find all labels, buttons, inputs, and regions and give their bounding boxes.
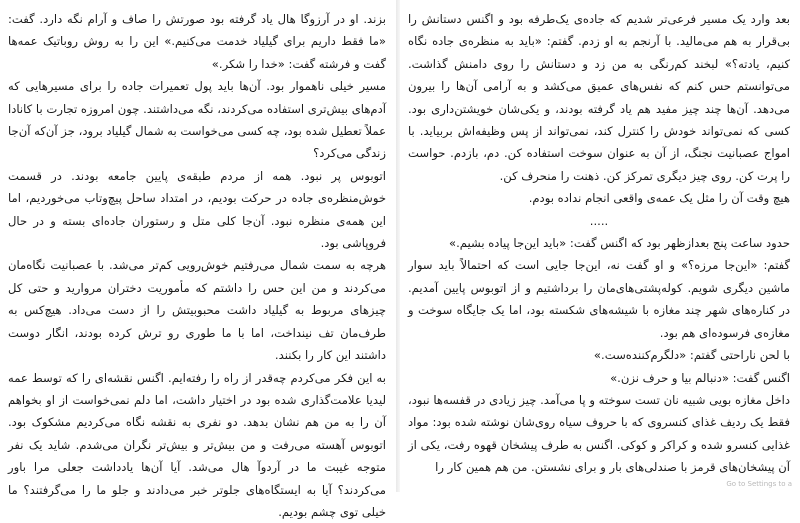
left-paragraph-3: اتوبوس پر نبود. همه از مردم طبقه‌ی پایین جامعه بودند. در قسمت خوش‌منظره‌ی جاده در حرکت بودیم، در امتداد ساحل پیچ‌وتاب می‌خوردیم، اما این همه‌ی منظره نبود. آن‌جا کلی متل و رستوران جاده‌ای بسته و در حال فروپاشی بود. (8, 165, 386, 255)
right-paragraph-2: هیچ وقت آن را مثل یک عمه‌ی واقعی انجام نداده بودم. (408, 187, 790, 209)
right-paragraph-3: حدود ساعت پنج بعدازظهر بود که اگنس گفت: «باید این‌جا پیاده بشیم.» (408, 232, 790, 254)
left-paragraph-1: بزند. او در آرزوگا هال یاد گرفته بود صورتش را صاف و آرام نگه دارد. گفت: «ما فقط داریم برای گیلیاد خدمت می‌کنیم.» این را به روش روباتیک عمه‌ها گفت و فرشته گفت: «خدا را شکر.» (8, 8, 386, 75)
right-paragraph-4: گفتم: «این‌جا مرزه؟» و او گفت نه، این‌جا جایی است که احتمالاً باید سوار ماشین دیگری شویم. کوله‌پشتی‌های‌مان را برداشتیم و از اتوبوس پایین آمدیم. در کناره‌های شهر چند مغازه با شیشه‌های شکسته بود، اما یک جایگاه سوخت و مغازه‌ی فرسوده‌ای هم بود. (408, 254, 790, 344)
left-paragraph-4: هرچه به سمت شمال می‌رفتیم خوش‌رویی کم‌تر می‌شد. با عصبانیت نگاه‌مان می‌کردند و من این حس را داشتم که مأموریت دختران مروارید و حتی کل چیزهای مربوط به گیلیاد داشت محبوبیتش را از دست می‌داد. هیچ‌کس به طرف‌مان تف نینداخت، اما با ما طوری رو ترش کرده بودند، انگار دوست داشتند این کار را بکنند. (8, 254, 386, 366)
left-page (0, 0, 400, 492)
activation-watermark: Go to Settings to a (726, 480, 792, 488)
right-paragraph-7: داخل مغازه بویی شبیه نان تست سوخته و پا می‌آمد. چیز زیادی در قفسه‌ها نبود، فقط یک ردیف غذای کنسروی که با حروف سیاه روی‌شان نوشته شده بود: مواد غذایی کنسرو شده و کراکر و کوکی. اگنس به طرف پیشخان قهوه رفت، یکی از آن پیشخان‌های قرمز با صندلی‌های بار و برای نشستن. من هم همین کار را (408, 389, 790, 479)
right-page (400, 0, 800, 492)
left-paragraph-2: مسیر خیلی ناهموار بود. آن‌ها باید پول تعمیرات جاده را برای مسیرهایی که آدم‌های بیش‌تری استفاده می‌کردند، نگه می‌داشتند. چون امروزه تجارت با کانادا عملاً تعطیل شده بود، چه کسی می‌خواست به شمال گیلیاد برود، جز آن‌که آن‌جا زندگی می‌کرد؟ (8, 75, 386, 165)
left-paragraph-5: به این فکر می‌کردم چه‌قدر از راه را رفته‌ایم. اگنس نقشه‌ای را که توسط عمه لیدیا علامت‌گذاری شده بود در اختیار داشت، اما دلم نمی‌خواست از او بخواهم آن را به من هم نشان بدهد. دو نفری به نقشه نگاه می‌کردیم مشکوک بود. اتوبوس آهسته می‌رفت و من بیش‌تر و بیش‌تر نگران می‌شدم. شاید یک نفر متوجه غیبت ما در آردوآ هال می‌شد. آیا آن‌ها یادداشت جعلی مرا باور می‌کردند؟ آیا به ایستگاه‌های جلوتر خبر می‌دادند و جلو ما را می‌گرفتند؟ ما خیلی توی چشم بودیم. (8, 367, 386, 523)
section-separator: ..... (408, 210, 790, 232)
right-paragraph-1: بعد وارد یک مسیر فرعی‌تر شدیم که جاده‌ی یک‌طرفه بود و اگنس دستانش را بی‌قرار به هم می‌مالید. با آرنجم به او زدم. گفتم: «باید به منظره‌ی جاده نگاه کنیم، یادته؟» لبخند کم‌رنگی به من زد و دستانش را روی دامنش گذاشت. می‌توانستم حس کنم که نفس‌های عمیق می‌کشد و به آرامی آن‌ها را بیرون می‌دهد. آن‌ها چند چیز مفید هم یاد گرفته بودند، و یکی‌شان خویشتن‌داری بود. کسی که نمی‌تواند خودش را کنترل کند، نمی‌تواند از پس وظیفه‌اش بربیاید. با امواج عصبانیت نجنگ، از آن به عنوان سوخت استفاده کن. دم، بازدم. حواست را پرت کن. روی چیز دیگری تمرکز کن. ذهنت را منحرف کن. (408, 8, 790, 187)
right-paragraph-5: با لحن ناراحتی گفتم: «دلگرم‌کننده‌ست.» (408, 344, 790, 366)
right-paragraph-6: اگنس گفت: «دنبالم بیا و حرف نزن.» (408, 367, 790, 389)
